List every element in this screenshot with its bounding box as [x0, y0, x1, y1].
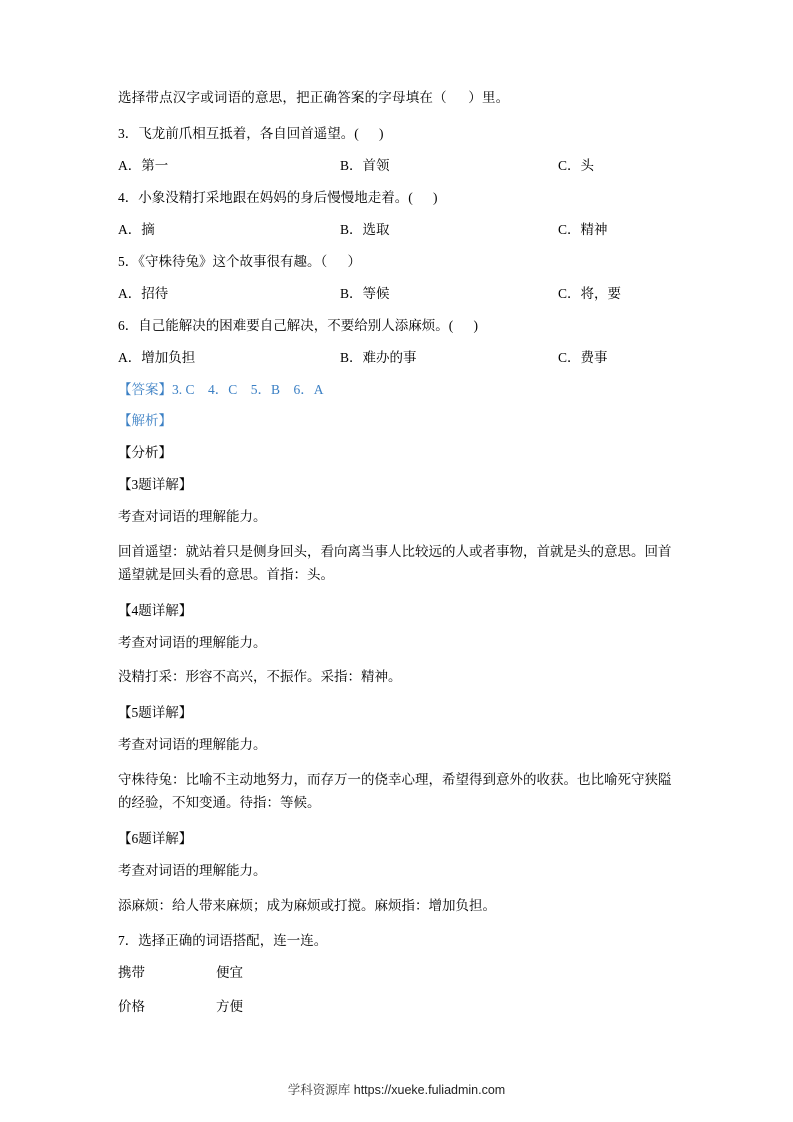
detail-5-heading: 【5题详解】: [118, 705, 193, 721]
question-3-stem: 3．飞龙前爪相互抵着，各自回首遥望。( ): [118, 125, 384, 141]
option-a[interactable]: A．增加负担: [118, 349, 196, 365]
detail-6-para-1: 考查对词语的理解能力。: [118, 862, 267, 878]
question-5-stem: 5．《守株待兔》这个故事很有趣。（ ）: [118, 253, 361, 269]
option-b[interactable]: B．首领: [340, 157, 390, 173]
question-6-stem: 6．自己能解决的困难要自己解决，不要给别人添麻烦。( ): [118, 317, 478, 333]
analysis-tag: 【解析】: [118, 412, 172, 428]
question-4-options: [118, 218, 683, 237]
detail-3-para-2: 回首遥望：就站着只是侧身回头，看向离当事人比较远的人或者事物，首就是头的意思。回首遥望就是回头看的意思。首指：头。: [118, 543, 672, 583]
option-c[interactable]: C．费事: [558, 349, 608, 365]
question-5-options: [118, 282, 683, 301]
detail-6-heading: 【6题详解】: [118, 830, 193, 846]
detail-5-para-1: 考查对词语的理解能力。: [118, 737, 267, 753]
detail-4-para-1: 考查对词语的理解能力。: [118, 634, 267, 650]
footer-watermark: [0, 1080, 793, 1098]
match-right-word[interactable]: 便宜: [216, 965, 243, 981]
footer-url: https://xueke.fuliadmin.com: [353, 1083, 506, 1097]
match-left-word[interactable]: 携带: [118, 965, 145, 981]
answer-line: 【答案】3. C 4．C 5．B 6．A: [118, 381, 324, 397]
option-c[interactable]: C．将，要: [558, 285, 622, 301]
option-c[interactable]: C．头: [558, 157, 595, 173]
match-right-word[interactable]: 方便: [216, 999, 243, 1015]
option-a[interactable]: A．招待: [118, 285, 169, 301]
detail-4-heading: 【4题详解】: [118, 602, 193, 618]
question-7-stem: 7．选择正确的词语搭配，连一连。: [118, 933, 328, 949]
question-4-stem: 4．小象没精打采地跟在妈妈的身后慢慢地走着。( ): [118, 189, 438, 205]
detail-3-heading: 【3题详解】: [118, 476, 193, 492]
detail-4-para-2: 没精打采：形容不高兴，不振作。采指：精神。: [118, 669, 402, 685]
option-b[interactable]: B．难办的事: [340, 349, 417, 365]
match-row: [118, 995, 683, 1015]
match-row: [118, 961, 683, 981]
option-a[interactable]: A．第一: [118, 157, 169, 173]
detail-6-para-2: 添麻烦：给人带来麻烦；成为麻烦或打搅。麻烦指：增加负担。: [118, 897, 496, 913]
footer-brand: 学科资源库: [287, 1083, 354, 1097]
option-a[interactable]: A．摘: [118, 221, 155, 237]
question-3-options: [118, 154, 683, 173]
option-c[interactable]: C．精神: [558, 221, 608, 237]
option-b[interactable]: B．等候: [340, 285, 390, 301]
question-6-options: [118, 346, 683, 365]
analysis-heading: 【分析】: [118, 444, 172, 460]
detail-3-para-1: 考查对词语的理解能力。: [118, 508, 267, 524]
detail-5-para-2: 守株待兔：比喻不主动地努力，而存万一的侥幸心理，希望得到意外的收获。也比喻死守狭隘的经验，不知变通。待指：等候。: [118, 771, 672, 811]
match-left-word[interactable]: 价格: [118, 999, 145, 1015]
intro-instruction: 选择带点汉字或词语的意思，把正确答案的字母填在（ ）里。: [118, 90, 510, 105]
option-b[interactable]: B．选取: [340, 221, 390, 237]
